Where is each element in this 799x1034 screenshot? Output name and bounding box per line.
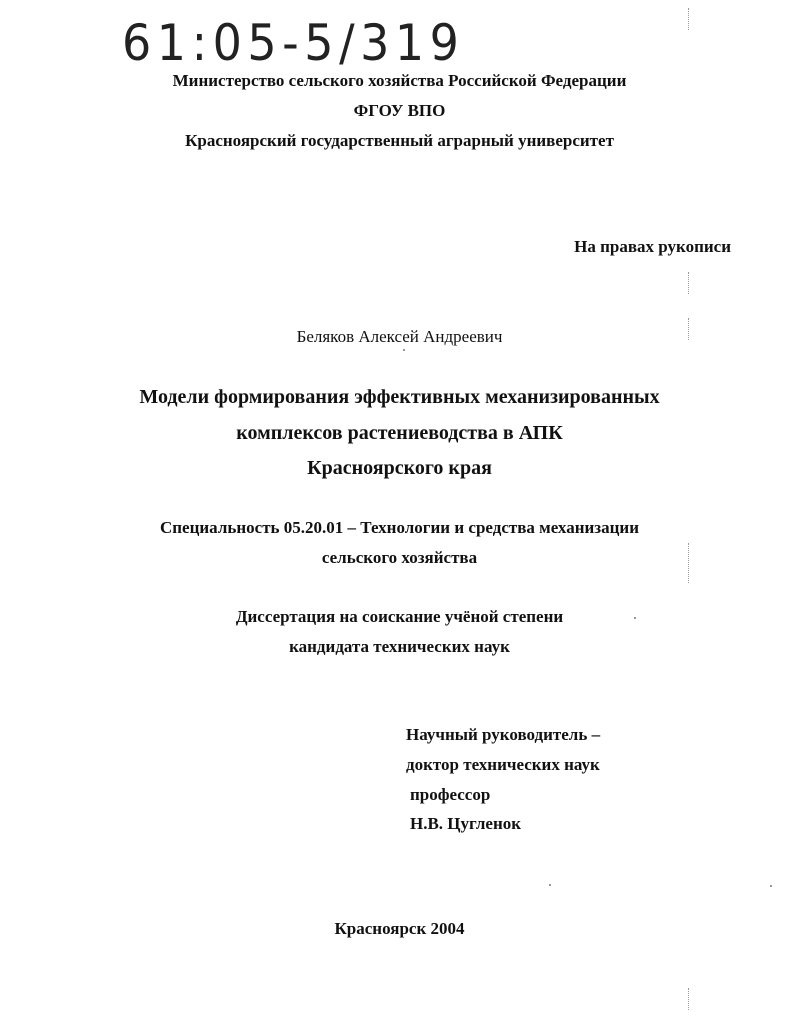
scan-speck <box>549 884 551 886</box>
specialty-line-1: Специальность 05.20.01 – Технологии и средства механизации <box>159 518 640 537</box>
scan-artifact <box>688 272 690 294</box>
institution-type: ФГОУ ВПО <box>353 101 446 120</box>
scan-artifact <box>688 8 690 30</box>
scan-speck <box>770 885 772 887</box>
supervisor-rank: профессор <box>410 785 491 804</box>
archive-number-handwritten: 61:05-5/319 <box>122 14 465 72</box>
author-name: Беляков Алексей Андреевич <box>296 327 503 346</box>
ministry-name: Министерство сельского хозяйства Российской Федерации <box>172 71 627 90</box>
scan-artifact <box>688 318 690 340</box>
title-line-1: Модели формирования эффективных механизированных <box>139 386 660 408</box>
scan-artifact <box>688 543 690 583</box>
title-line-2: комплексов растениеводства в АПК <box>236 422 563 444</box>
manuscript-note: На правах рукописи <box>574 237 731 256</box>
scan-speck <box>403 349 405 351</box>
university-name: Красноярский государственный аграрный университет <box>185 131 614 150</box>
scan-artifact <box>688 988 690 1010</box>
specialty-line-2: сельского хозяйства <box>321 548 478 567</box>
city-year: Красноярск 2004 <box>334 919 465 938</box>
title-line-3: Красноярского края <box>307 457 492 479</box>
supervisor-degree: доктор технических наук <box>406 755 600 774</box>
degree-line-1: Диссертация на соискание учёной степени <box>235 607 564 626</box>
scan-speck <box>634 617 636 619</box>
supervisor-role: Научный руководитель – <box>406 725 601 744</box>
degree-line-2: кандидата технических наук <box>289 637 510 656</box>
supervisor-name: Н.В. Цугленок <box>410 814 522 833</box>
